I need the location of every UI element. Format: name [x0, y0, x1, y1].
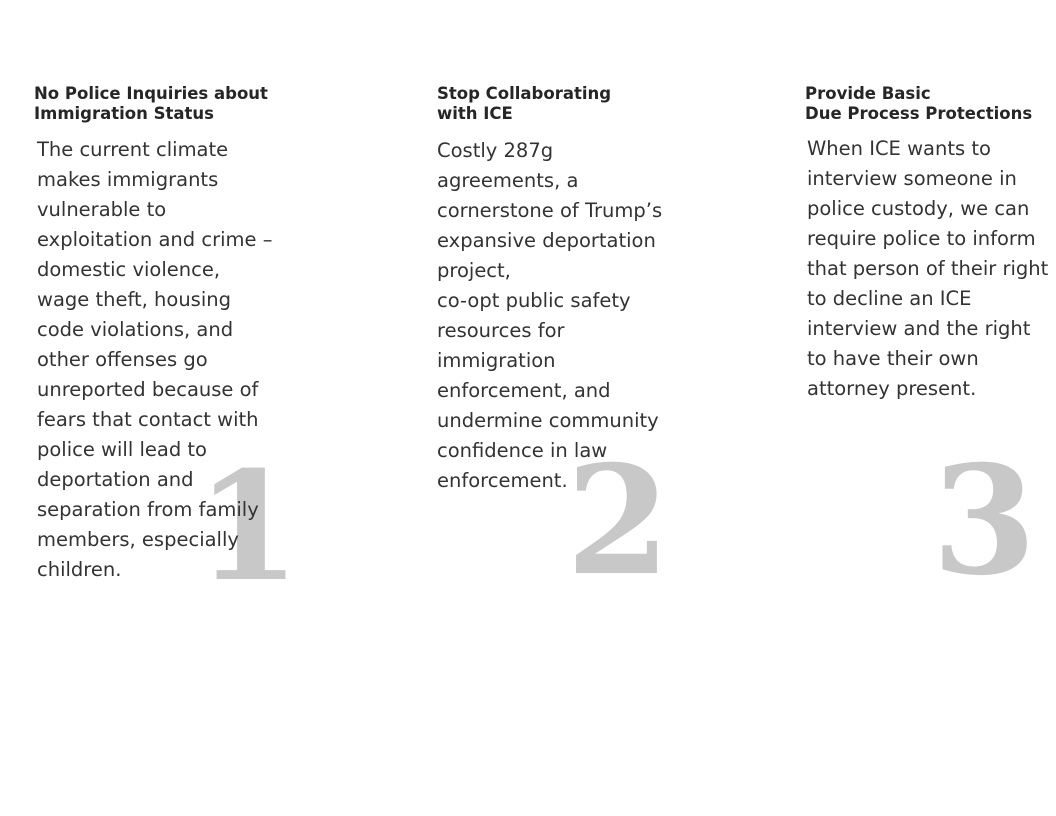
body-line: immigration: [437, 349, 556, 372]
body-line: wage theft, housing: [37, 288, 232, 311]
body-line: makes immigrants: [37, 168, 219, 191]
body-line: exploitation and crime –: [37, 228, 273, 251]
body-line: domestic violence,: [37, 258, 221, 281]
body-line: to have their own: [807, 347, 979, 370]
body-line: cornerstone of Trump’s: [437, 199, 663, 222]
body-line: Costly 287g: [437, 139, 554, 162]
body-line: project,: [437, 259, 511, 282]
body-line: vulnerable to: [37, 198, 167, 221]
body-line: attorney present.: [807, 377, 977, 400]
body-line: deportation and: [37, 468, 194, 491]
body-line: expansive deportation: [437, 229, 656, 252]
column-number: 3: [932, 433, 1033, 609]
heading-line: Stop Collaborating: [437, 84, 612, 103]
column-body: [37, 135, 272, 585]
heading-line: Immigration Status: [34, 104, 214, 123]
body-line: co-opt public safety: [437, 289, 631, 312]
column-heading: [34, 84, 268, 124]
body-line: other offenses go: [37, 348, 208, 371]
body-line: separation from family: [37, 498, 259, 521]
body-line: code violations, and: [37, 318, 234, 341]
body-line: require police to inform: [807, 227, 1036, 250]
body-line: police will lead to: [37, 438, 207, 461]
body-line: to decline an ICE: [807, 287, 972, 310]
body-line: resources for: [437, 319, 565, 342]
heading-line: Due Process Protections: [805, 104, 1033, 123]
body-line: The current climate: [37, 138, 229, 161]
body-line: confidence in law: [437, 439, 608, 462]
column-body: [807, 134, 1048, 404]
body-line: enforcement, and: [437, 379, 611, 402]
body-line: interview and the right: [807, 317, 1031, 340]
column-body: [437, 136, 662, 496]
body-line: police custody, we can: [807, 197, 1030, 220]
body-line: interview someone in: [807, 167, 1017, 190]
body-line: undermine community: [437, 409, 659, 432]
heading-line: Provide Basic: [805, 84, 931, 103]
body-line: members, especially: [37, 528, 239, 551]
body-line: enforcement.: [437, 469, 568, 492]
heading-line: with ICE: [437, 104, 513, 123]
body-line: unreported because of: [37, 378, 259, 401]
body-line: children.: [37, 558, 122, 581]
body-line: When ICE wants to: [807, 137, 991, 160]
column-number: 2: [566, 433, 667, 609]
body-line: fears that contact with: [37, 408, 259, 431]
body-line: that person of their right: [807, 257, 1049, 280]
column-heading: [437, 84, 611, 124]
column-heading: [805, 84, 1032, 124]
body-line: agreements, a: [437, 169, 579, 192]
heading-line: No Police Inquiries about: [34, 84, 268, 103]
column-number: 1: [196, 439, 297, 615]
